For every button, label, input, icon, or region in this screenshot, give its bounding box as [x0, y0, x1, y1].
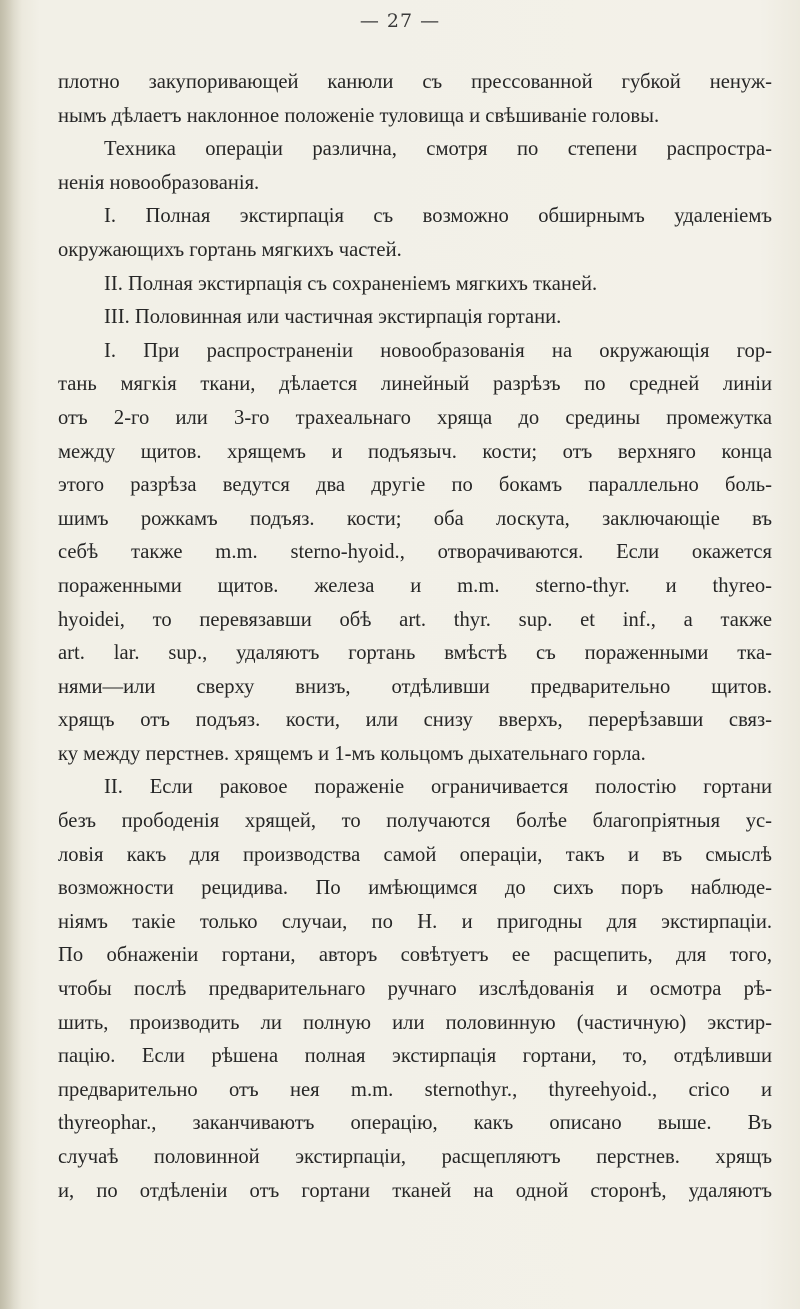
- text-line: нями—или сверху внизъ, отдѣливши предварительно щитов.: [58, 675, 772, 698]
- text-line: I. При распространенiи новообразованiя на окружающiя гор-: [104, 339, 772, 362]
- text-line: этого разрѣза ведутся два другiе по бокамъ параллельно боль-: [58, 474, 772, 497]
- text-line: Техника операцiи различна, смотря по степени распростра-: [104, 138, 772, 161]
- text-line: hyoidei, то перевязавши обѣ art. thyr. sup. et inf., а также: [58, 608, 772, 631]
- text-line: случаѣ половинной экстирпацiи, расщепляютъ перстнев. хрящъ: [58, 1146, 772, 1168]
- text-line: отъ 2-го или 3-го трахеальнаго хряща до средины промежутка: [58, 406, 772, 429]
- text-line: шимъ рожкамъ подъяз. кости; оба лоскута, заключающiе въ: [58, 507, 772, 530]
- text-line: ку между перстнев. хрящемъ и 1-мъ кольцомъ дыхательнаго горла.: [58, 742, 646, 765]
- text-line: тань мягкiя ткани, дѣлается линейный разрѣзъ по средней линiи: [58, 373, 772, 396]
- text-line: возможности рецидива. По имѣющимся до сихъ поръ наблюде-: [58, 877, 772, 900]
- text-line: art. lar. sup., удаляютъ гортань вмѣстѣ съ пораженными тка-: [58, 642, 772, 665]
- text-line: и, по отдѣленiи отъ гортани тканей на одной сторонѣ, удаляютъ: [58, 1179, 772, 1202]
- text-line: По обнаженiи гортани, авторъ совѣтуетъ ее расщепить, для того,: [58, 944, 772, 967]
- text-line: I. Полная экстирпацiя съ возможно обширнымъ удаленiемъ: [104, 205, 772, 228]
- text-line: thyreophar., заканчиваютъ операцiю, какъ описано выше. Въ: [58, 1112, 772, 1135]
- spine-shadow: [0, 0, 22, 1309]
- text-line: чтобы послѣ предварительнаго ручнаго изслѣдованiя и осмотра рѣ-: [58, 978, 772, 1001]
- text-line: себѣ также m.m. sterno-hyoid., отворачиваются. Если окажется: [58, 541, 772, 564]
- page-number: — 27 —: [359, 10, 441, 32]
- text-line: пораженными щитов. железа и m.m. sterno-thyr. и thyreo-: [58, 574, 772, 597]
- text-line: пацiю. Если рѣшена полная экстирпацiя гортани, то, отдѣливши: [58, 1045, 772, 1068]
- text-line: окружающихъ гортань мягкихъ частей.: [58, 238, 402, 261]
- text-line: II. Полная экстирпацiя съ сохраненiемъ мягкихъ тканей.: [104, 272, 598, 295]
- text-line: между щитов. хрящемъ и подъязыч. кости; отъ верхняго конца: [58, 440, 772, 463]
- text-line: хрящъ отъ подъяз. кости, или снизу вверхъ, перерѣзавши связ-: [58, 709, 772, 732]
- text-line: предварительно отъ нея m.m. sternothyr., thyreehyoid., crico и: [58, 1078, 772, 1101]
- text-line: II. Если раковое пораженiе ограничивается полостiю гортани: [104, 776, 772, 799]
- text-line: шить, производить ли полную или половинную (частичную) экстир-: [58, 1011, 772, 1034]
- text-line: плотно закупоривающей канюли съ прессованной губкой ненуж-: [58, 71, 772, 93]
- body-text: [58, 66, 772, 1208]
- text-line: безъ прободенiя хрящей, то получаются болѣе благопрiятныя ус-: [58, 810, 772, 833]
- text-line: III. Половинная или частичная экстирпацiя гортани.: [104, 306, 562, 329]
- text-line: ненiя новообразованiя.: [58, 171, 260, 194]
- text-line: нымъ дѣлаетъ наклонное положенiе туловища и свѣшиванiе головы.: [58, 104, 660, 127]
- text-line: ловiя какъ для производства самой операцiи, такъ и въ смыслѣ: [58, 843, 772, 866]
- text-line: нiямъ такiе только случаи, по Н. и пригодны для экстирпацiи.: [58, 910, 772, 933]
